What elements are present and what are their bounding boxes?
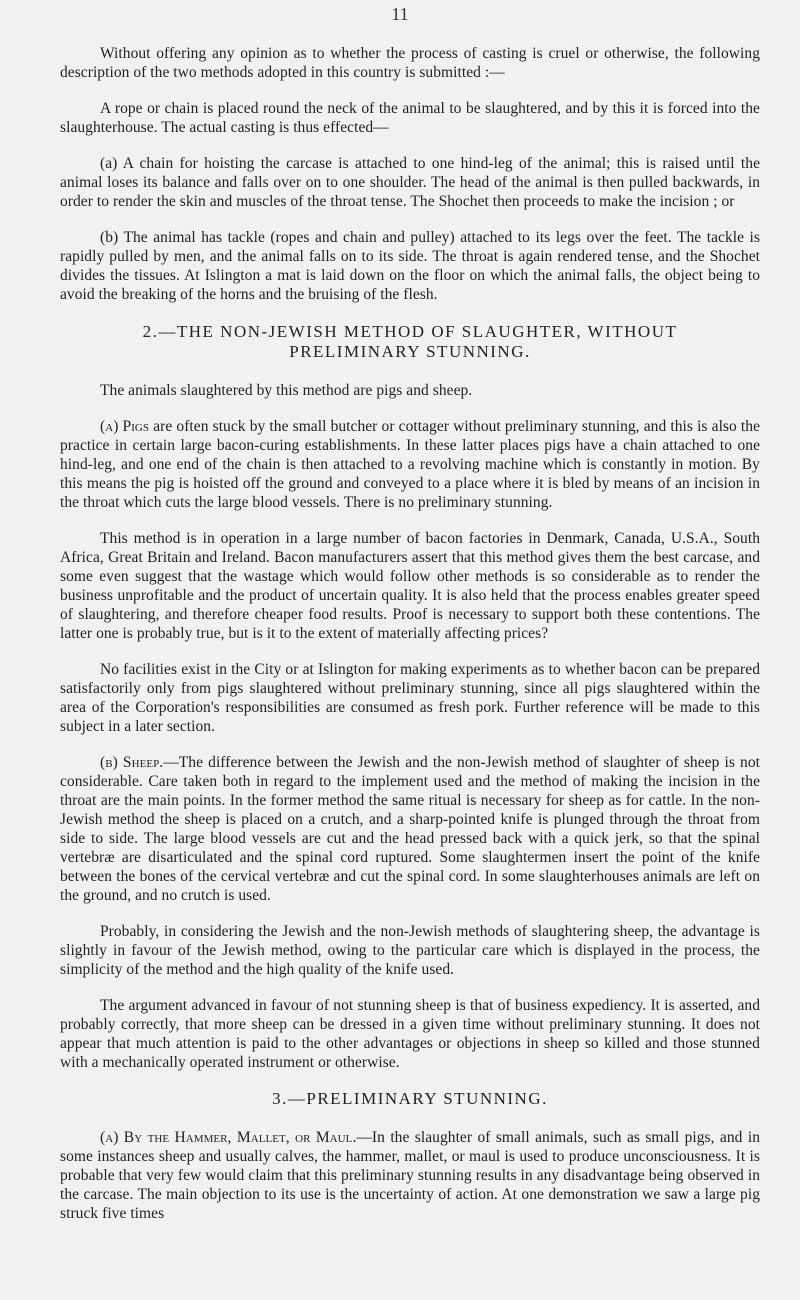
intro-paragraph: Without offering any opinion as to whether the process of casting is cruel or otherwise, the following description of the two methods adopted in this country is submitted :— (60, 45, 760, 81)
argument-paragraph: The argument advanced in favour of not stunning sheep is that of business expediency. It is asserted, and probably correctly, that more sheep can be dressed in a given time without preliminary stunning. It does not appear that much attention is paid to the other advantages or objections in sheep so killed and those stunned with a mechanically operated instrument or otherwise. (60, 997, 760, 1071)
bacon-paragraph: This method is in operation in a large number of bacon factories in Denmark, Canada, U.S.A., South Africa, Great Britain and Ireland. Bacon manufacturers assert that this method gives them the best carcase, and some even suggest that the wastage which would follow other methods is so considerable as to render the business unprofitable and the product of uncertain quality. It is also held that the process enables greater speed of slaughtering, and therefore cheaper food results. Proof is necessary to support both these contentions. The latter one is probably true, but is it to the extent of materially affecting prices? (60, 530, 760, 642)
section-2-intro: The animals slaughtered by this method are pigs and sheep. (100, 382, 473, 399)
casting-method-b: (b) The animal has tackle (ropes and chain and pulley) attached to its legs over the feet. The tackle is rapidly pulled by men, and the animal falls on to its side. The throat is again rendered tense, and the Shochet divides the tissues. At Islington a mat is laid down on the floor on which the animal falls, the object being to avoid the breaking of the horns and the bruising of the flesh. (60, 229, 760, 303)
probably-paragraph: Probably, in considering the Jewish and the non-Jewish methods of slaughtering sheep, the advantage is slightly in favour of the Jewish method, owing to the particular care which is displayed in the process, the simplicity of the method and the high quality of the knife used. (60, 923, 760, 978)
facilities-paragraph: No facilities exist in the City or at Islington for making experiments as to whether bacon can be prepared satisfactorily only from pigs slaughtered without preliminary stunning, since all pigs slaughtered within the area of the Corporation's responsibilities are consumed as fresh pork. Further reference will be made to this subject in a later section. (60, 661, 760, 735)
page-body (60, 44, 760, 1240)
casting-method-a: (a) A chain for hoisting the carcase is attached to one hind-leg of the animal; this is raised until the animal loses its balance and falls over on to one shoulder. The head of the animal is then pulled backwards, in order to render the skin and muscles of the throat tense. The Shochet then proceeds to make the incision ; or (60, 155, 760, 210)
sheep-label: (b) Sheep. (100, 754, 164, 771)
sheep-paragraph (60, 753, 760, 905)
pigs-paragraph (60, 417, 760, 512)
page-number: 11 (391, 4, 409, 24)
hammer-text: —In the slaughter of small animals, such as small pigs, and in some instances sheep and usually calves, the hammer, mallet, or maul is used to produce unconsciousness. It is probable that very few would claim that this preliminary stunning results in any disadvantage being observed in the carcase. The main objection to its use is the uncertainty of action. At one demonstration we saw a large pig struck five times (60, 1129, 760, 1222)
section-2-heading: 2.—THE NON-JEWISH METHOD OF SLAUGHTER, WITHOUT PRELIMINARY STUNNING. (142, 322, 678, 361)
pigs-text: are often stuck by the small butcher or cottager without preliminary stunning, and this is also the practice in certain large bacon-curing establishments. In these latter places pigs have a chain attached to one hind-leg, and one end of the chain is then attached to a revolving machine which is constantly in motion. By this means the pig is hoisted off the ground and conveyed to a place where it is bled by means of an incision in the throat which cuts the large blood vessels. There is no preliminary stunning. (60, 418, 761, 511)
pigs-label: (a) Pigs (100, 418, 150, 435)
rope-paragraph: A rope or chain is placed round the neck of the animal to be slaughtered, and by this it is forced into the slaughterhouse. The actual casting is thus effected— (60, 100, 760, 136)
section-3-heading: 3.—PRELIMINARY STUNNING. (272, 1089, 548, 1108)
sheep-text: —The difference between the Jewish and the non-Jewish method of slaughter of sheep is not considerable. Care taken both in regard to the implement used and the method of making the incision in the throat are the main points. In the former method the same ritual is necessary for sheep as for cattle. In the non-Jewish method the sheep is placed on a crutch, and a sharp-pointed knife is plunged through the throat from side to side. The large blood vessels are cut and the head pressed back with a quick jerk, so that the spinal vertebræ are disarticulated and the spinal cord ruptured. Some slaughtermen insert the point of the knife between the bones of the cervical vertebræ and cut the spinal cord. In some slaughterhouses animals are left on the ground, and no crutch is used. (60, 754, 761, 904)
hammer-label: (a) By the Hammer, Mallet, or Maul. (100, 1129, 357, 1146)
hammer-paragraph (60, 1128, 760, 1223)
